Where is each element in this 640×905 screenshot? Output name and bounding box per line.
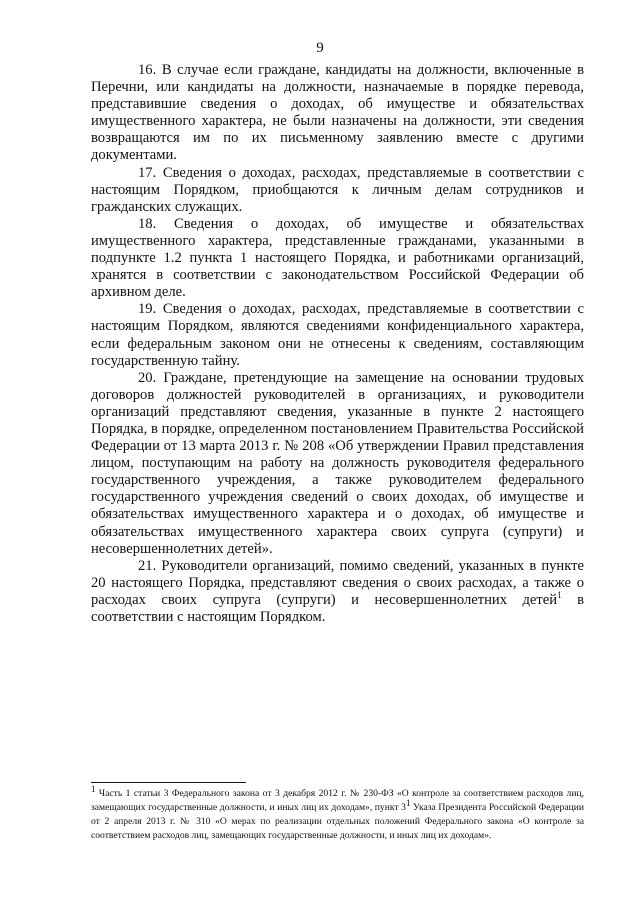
footnote-inner-superscript: 1 <box>405 797 411 808</box>
footnote-text-start: Часть 1 статьи 3 Федерального закона от 3 декабря 2012 г. № 230-ФЗ «О контроле за соответствием расходов лиц, замещающих государственные должности, и иных лиц их доходам», пункт 3 <box>91 788 584 813</box>
paragraph-18: 18. Сведения о доходах, об имуществе и обязательствах имущественного характера, представленные гражданами, указанными в подпункте 1.2 пункта 1 настоящего Порядка, и работниками организаций, хранятся в соответствии с законодательством Российской Федерации об архивном деле. <box>91 215 584 301</box>
paragraph-17: 17. Сведения о доходах, расходах, представляемые в соответствии с настоящим Порядком, приобщаются к личным делам сотрудников и гражданских служащих. <box>91 164 584 215</box>
footnote-marker: 1 <box>91 783 96 794</box>
paragraph-21 <box>91 558 584 626</box>
footnote-divider <box>91 782 246 783</box>
footnote-reference[interactable]: 1 <box>557 590 562 601</box>
footnote <box>91 783 584 843</box>
paragraph-20: 20. Граждане, претендующие на замещение на основании трудовых договоров должностей руководителей в организациях, и руководители организаций представляют сведения, указанные в пункте 2 настоящего Порядка, в порядке, определенном постановлением Правительства Российской Федерации от 13 марта 2013 г. № 208 «Об утверждении Правил представления лицом, поступающим на работу на должность руководителя федерального государственного учреждения, а также руководителем федерального государственного учреждения сведений о своих доходах, об имуществе и обязательствах имущественного характера и о доходах, об имуществе и обязательствах имущественного характера своих супруга (супруги) и несовершеннолетних детей». <box>91 369 584 557</box>
page-number: 9 <box>316 40 324 56</box>
paragraph-21-tail: в соответствии с настоящим Порядком. <box>91 591 584 625</box>
footnote-text-end: Указа Президента Российской Федерации от 2 апреля 2013 г. № 310 «О мерах по реализации отдельных положений Федерального закона «О контроле за соответствием расходов лиц, замещающих государственные должности, и иных лиц их доходам». <box>91 802 584 841</box>
body-text <box>91 62 584 626</box>
paragraph-19: 19. Сведения о доходах, расходах, представляемые в соответствии с настоящим Порядком, являются сведениями конфиденциального характера, если федеральным законом они не отнесены к сведениям, составляющим государственную тайну. <box>91 301 584 369</box>
paragraph-21-text: 21. Руководители организаций, помимо сведений, указанных в пункте 20 настоящего Порядка, представляют сведения о своих расходах, а также о расходах своих супруга (супруги) и несовершеннолетних детей <box>91 557 584 608</box>
paragraph-16: 16. В случае если граждане, кандидаты на должности, включенные в Перечни, или кандидаты на должности, назначаемые в порядке перевода, представившие сведения о доходах, об имуществе и обязательствах имущественного характера, не были назначены на должности, эти сведения возвращаются им по их письменному заявлению вместе с другими документами. <box>91 62 584 164</box>
